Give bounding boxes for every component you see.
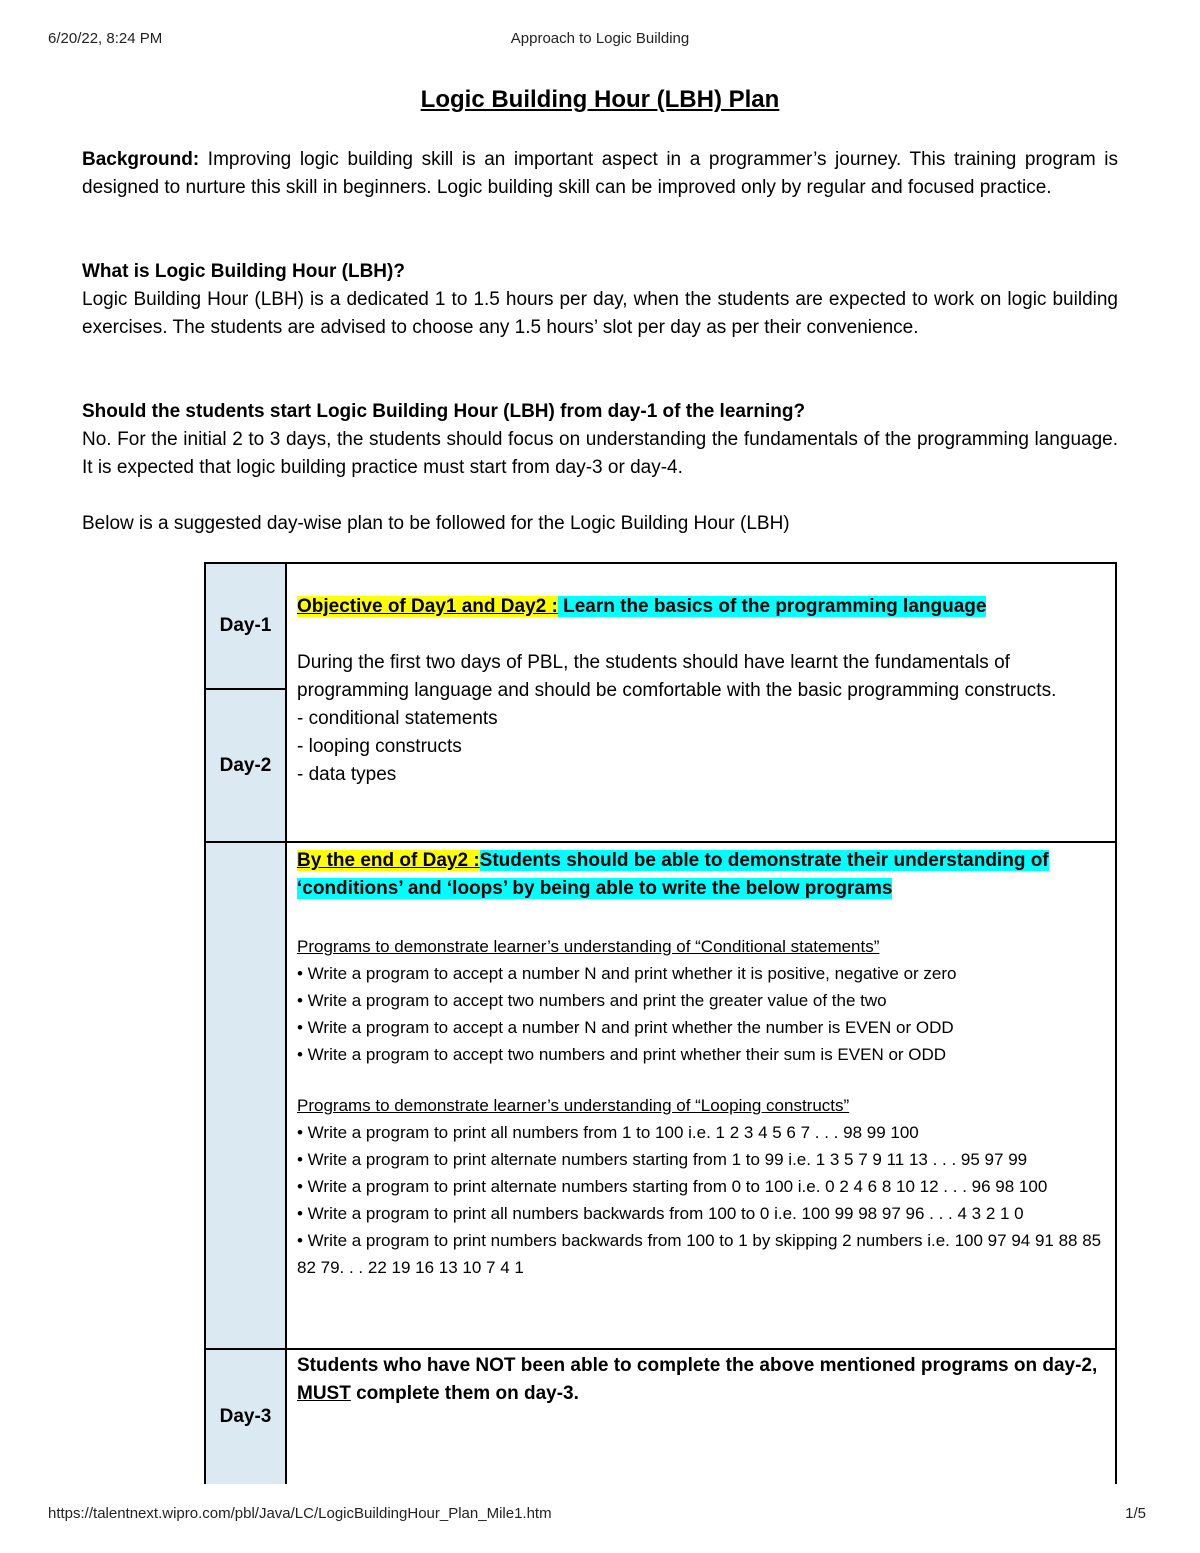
looping-item: • Write a program to print all numbers backwards from 100 to 0 i.e. 100 99 98 97 96 . . . 4 3 2 1 0	[297, 1204, 1024, 1223]
conditional-heading: Programs to demonstrate learner’s understanding of “Conditional statements”	[297, 937, 880, 956]
plan-intro: Below is a suggested day-wise plan to be followed for the Logic Building Hour (LBH)	[82, 513, 790, 534]
print-datetime: 6/20/22, 8:24 PM	[48, 30, 163, 47]
page-title: Logic Building Hour (LBH) Plan	[420, 86, 780, 113]
print-url: https://talentnext.wipro.com/pbl/Java/LC/LogicBuildingHour_Plan_Mile1.htm	[48, 1505, 552, 1522]
conditional-item: • Write a program to accept two numbers and print the greater value of the two	[297, 991, 887, 1010]
day-plan-table	[204, 562, 1117, 1484]
objective-label: Objective of Day1 and Day2 :	[297, 596, 558, 617]
end-of-day2-content	[286, 842, 1116, 1349]
looping-item: • Write a program to print numbers backwards from 100 to 1 by skipping 2 numbers i.e. 100 97 94 91 88 85 82 79. . . 22 19 16 13 10 7 4 1	[297, 1231, 1102, 1277]
looping-item: • Write a program to print all numbers from 1 to 100 i.e. 1 2 3 4 5 6 7 . . . 98 99 100	[297, 1123, 919, 1142]
background-paragraph	[82, 146, 1118, 202]
day-1-label: Day-1	[205, 563, 286, 689]
fundamental-item: - data types	[297, 764, 397, 785]
day3-text-post: complete them on day-3.	[350, 1383, 579, 1404]
fundamental-item: - conditional statements	[297, 708, 498, 729]
should-start-answer: No. For the initial 2 to 3 days, the students should focus on understanding the fundamentals of the programming language. It is expected that logic building practice must start from day-3 or day-4.	[82, 429, 1118, 478]
what-is-question: What is Logic Building Hour (LBH)?	[82, 261, 405, 282]
looping-heading: Programs to demonstrate learner’s understanding of “Looping constructs”	[297, 1096, 850, 1115]
day3-must: MUST	[297, 1383, 351, 1404]
background-text: Improving logic building skill is an important aspect in a programmer’s journey. This training program is designed to nurture this skill in beginners. Logic building skill can be improved only by regular and focused practice.	[82, 149, 1118, 198]
conditional-item: • Write a program to accept a number N and print whether the number is EVEN or ODD	[297, 1018, 954, 1037]
fundamentals-text: During the first two days of PBL, the students should have learnt the fundamentals of programming language and should be comfortable with the basic programming constructs.	[297, 652, 1057, 701]
day1-day2-content	[286, 563, 1116, 842]
day-2-label: Day-2	[205, 689, 286, 842]
end-of-day2-label: By the end of Day2 :	[297, 850, 480, 871]
should-start-question: Should the students start Logic Building Hour (LBH) from day-1 of the learning?	[82, 401, 806, 422]
what-is-answer: Logic Building Hour (LBH) is a dedicated 1 to 1.5 hours per day, when the students are expected to work on logic building exercises. The students are advised to choose any 1.5 hours’ slot per day as per their convenience.	[82, 289, 1118, 338]
print-page-number: 1/5	[1125, 1505, 1146, 1522]
looping-item: • Write a program to print alternate numbers starting from 0 to 100 i.e. 0 2 4 6 8 10 12 . . . 96 98 100	[297, 1177, 1048, 1196]
looping-item: • Write a program to print alternate numbers starting from 1 to 99 i.e. 1 3 5 7 9 11 13 . . . 95 97 99	[297, 1150, 1028, 1169]
fundamental-item: - looping constructs	[297, 736, 462, 757]
day3-text-pre: Students who have NOT been able to complete the above mentioned programs on day-2,	[297, 1355, 1098, 1376]
objective-text: Learn the basics of the programming language	[557, 596, 987, 617]
conditional-item: • Write a program to accept a number N and print whether it is positive, negative or zero	[297, 964, 957, 983]
day3-content	[286, 1349, 1116, 1484]
day-2-continued-cell	[205, 842, 286, 1349]
day-3-label: Day-3	[205, 1349, 286, 1484]
end-of-day2-text: Students should be able to demonstrate their understanding of ‘conditions’ and ‘loops’ by being able to write the below programs	[297, 850, 1049, 899]
conditional-item: • Write a program to accept two numbers and print whether their sum is EVEN or ODD	[297, 1045, 947, 1064]
background-label: Background:	[82, 149, 200, 170]
print-doc-title: Approach to Logic Building	[510, 30, 690, 47]
